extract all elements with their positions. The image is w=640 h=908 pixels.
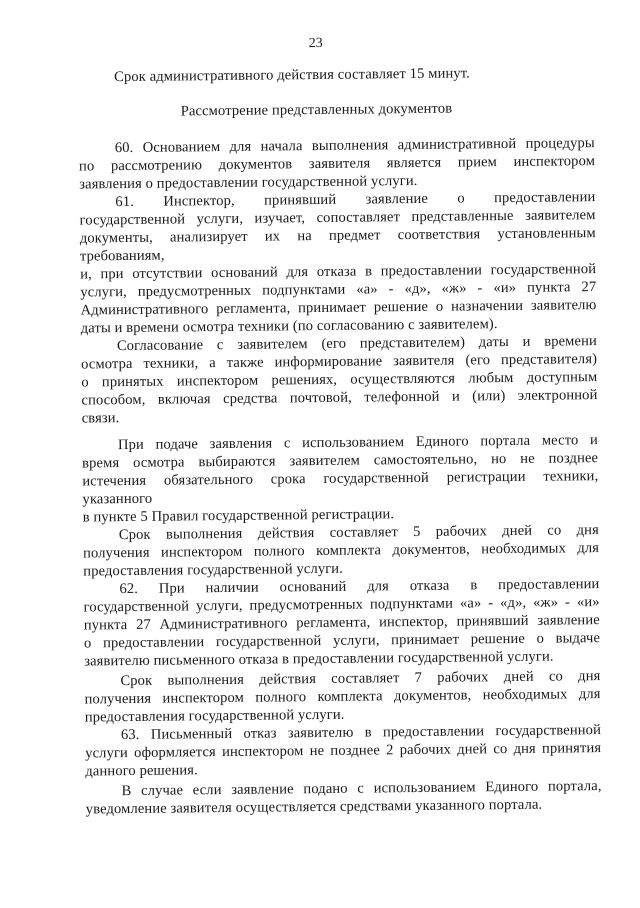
- text-line: 60. Основанием для начала выполнения административной процедуры: [114, 135, 595, 157]
- section-heading: Рассмотрение представленных документов: [180, 100, 453, 120]
- text-line: Административного регламента, принимает решение о назначении заявителю: [80, 297, 597, 319]
- text-line: получения инспектором полного комплекта документов, необходимых для: [82, 540, 600, 562]
- text-line: 62. При наличии оснований для отказа в предоставлении: [119, 576, 600, 598]
- text-line: даты и времени осмотра техники (по согласованию с заявителем).: [80, 316, 498, 337]
- text-line: заявления о предоставлении государственной услуги.: [79, 172, 418, 193]
- text-line: При подаче заявления с использованием Единого портала место и: [117, 432, 598, 454]
- text-line: данного решения.: [85, 762, 198, 780]
- text-line: заявителю письменного отказа в предоставлении государственной услуги.: [84, 648, 554, 670]
- text-line: государственной услуги, изучает, сопоставляет представленные заявителем: [79, 207, 596, 229]
- text-line: государственной услуги, предусмотренных подпунктами «а» - «д», «ж» - «и»: [83, 594, 600, 616]
- page-number: 23: [308, 35, 323, 52]
- text-line: время осмотра выбираются заявителем самостоятельно, но не позднее: [82, 450, 599, 472]
- text-line: Срок выполнения действия составляет 5 рабочих дней со дня: [118, 522, 599, 544]
- text-line: документы, анализирует их на предмет соответствия установленным: [79, 225, 596, 247]
- text-line: осмотра техники, а также информирование заявителя (его представителя): [81, 351, 598, 373]
- text-line: 63. Письменный отказ заявителю в предоставлении государственной: [120, 722, 602, 744]
- text-line: Срок административного действия составляет 15 минут.: [114, 65, 470, 86]
- text-line: пункта 27 Административного регламента, инспектор, принявший заявление: [83, 612, 600, 634]
- text-line: услуги, предусмотренных подпунктами «а» - «д», «ж» - «и» пункта 27: [80, 279, 597, 301]
- text-line: связи.: [81, 410, 120, 427]
- text-line: услуги оформляется инспектором не позднее 2 рабочих дней со дня принятия: [85, 740, 602, 762]
- text-line: способом, включая средства почтовой, телефонной и (или) электронной: [81, 387, 598, 409]
- text-line: о предоставлении государственной услуги, принимает решение о выдаче: [83, 630, 601, 652]
- text-line: о принятых инспектором решениях, осуществляются любым доступным: [81, 369, 598, 391]
- text-line: Согласование с заявителем (его представителем) даты и времени: [116, 333, 597, 355]
- text-line: указанного: [82, 490, 153, 508]
- text-line: получения инспектором полного комплекта документов, необходимых для: [84, 686, 601, 708]
- text-line: по рассмотрению документов заявителя является прием инспектором: [78, 153, 596, 175]
- text-line: истечения обязательного срока государственной регистрации техники,: [82, 468, 599, 490]
- text-line: предоставления государственной услуги.: [83, 560, 344, 580]
- text-line: предоставления государственной услуги.: [84, 706, 345, 726]
- text-line: уведомление заявителя осуществляется средствами указанного портала.: [85, 796, 543, 818]
- text-line: В случае если заявление подано с использованием Единого портала,: [121, 778, 602, 800]
- text-line: 61. Инспектор, принявший заявление о предоставлении: [115, 189, 596, 211]
- text-line: и, при отсутствии оснований для отказа в предоставлении государственной: [80, 261, 597, 283]
- text-line: Срок выполнения действия составляет 7 рабочих дней со дня: [120, 668, 601, 690]
- text-line: требованиям,: [79, 247, 165, 265]
- text-line: в пункте 5 Правил государственной регистрации.: [82, 506, 395, 526]
